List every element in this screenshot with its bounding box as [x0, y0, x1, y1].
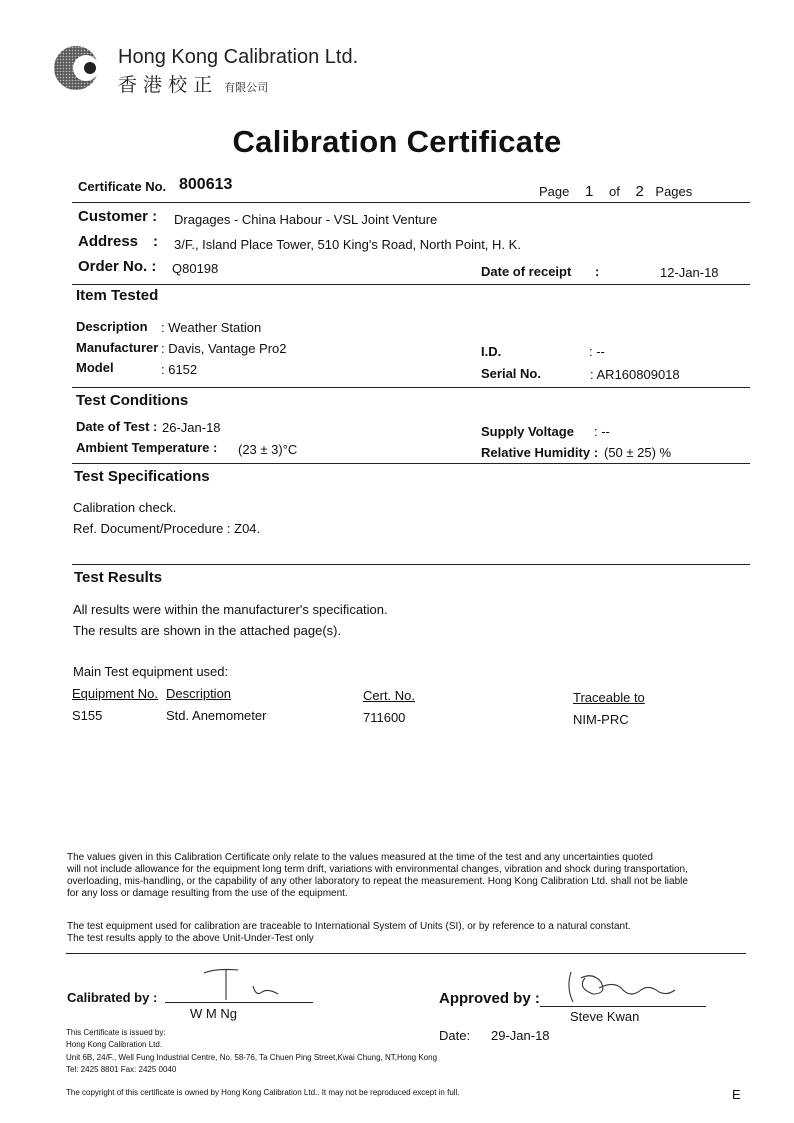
- issuer-line-2: Hong Kong Calibration Ltd.: [66, 1040, 163, 1049]
- divider-test-conditions: [72, 463, 750, 464]
- test-conditions-heading: Test Conditions: [76, 392, 189, 409]
- relative-humidity-label: Relative Humidity :: [481, 445, 599, 460]
- item-tested-heading: Item Tested: [76, 287, 159, 304]
- approval-date-value: 29-Jan-18: [491, 1028, 550, 1043]
- calibrated-by-name: W M Ng: [190, 1006, 237, 1021]
- approved-by-signature-icon: [563, 966, 683, 1008]
- disclaimer-line-4: for any loss or damage resulting from the use of the equipment.: [67, 888, 348, 899]
- date-of-test-value: 26-Jan-18: [162, 420, 221, 435]
- divider-test-specifications: [72, 564, 750, 565]
- corner-mark: E: [732, 1087, 741, 1102]
- divider-signatures: [66, 953, 746, 954]
- supply-voltage-label: Supply Voltage: [481, 424, 574, 439]
- certificate-no-value: 800613: [179, 176, 233, 193]
- calibrated-by-signature-icon: [198, 966, 298, 1006]
- table-cell-description: Std. Anemometer: [166, 708, 267, 723]
- issuer-line-1: This Certificate is issued by:: [66, 1028, 166, 1037]
- serial-no-value: : AR160809018: [590, 367, 680, 382]
- company-name-zh: [118, 70, 268, 97]
- ambient-temperature-label: Ambient Temperature :: [76, 440, 218, 455]
- date-of-test-label: Date of Test :: [76, 419, 158, 434]
- supply-voltage-value: : --: [594, 424, 610, 439]
- copyright-notice: The copyright of this certificate is owned by Hong Kong Calibration Ltd.. It may not be reproduced except in full.: [66, 1088, 460, 1097]
- pages-label: Pages: [655, 184, 693, 199]
- company-logo-icon: [50, 43, 104, 93]
- document-title: Calibration Certificate: [232, 124, 562, 159]
- column-header-cert-no: Cert. No.: [363, 688, 416, 703]
- model-label: Model: [76, 360, 114, 375]
- issuer-line-3: Unit 6B, 24/F., Well Fung Industrial Centre, No. 58-76, Ta Chuen Ping Street,Kwai Chung, NT,Hong Kong: [66, 1053, 438, 1062]
- order-no-value: Q80198: [172, 261, 219, 276]
- divider-item-tested: [72, 387, 750, 388]
- table-cell-traceable-to: NIM-PRC: [573, 712, 629, 727]
- disclaimer-line-1: The values given in this Calibration Certificate only relate to the values measured at the time of the test and any uncertainties quoted: [67, 852, 653, 863]
- page-indicator: [539, 183, 692, 200]
- id-value: : --: [589, 344, 605, 359]
- divider-certificate: [72, 202, 750, 203]
- approval-date-label: Date:: [439, 1028, 471, 1043]
- disclaimer-line-3: overloading, mis-handling, or the capability of any other laboratory to repeat the measurement. Hong Kong Calibration Ltd. shall not be liable: [67, 876, 688, 887]
- description-label: Description: [76, 319, 148, 334]
- description-value: : Weather Station: [161, 320, 262, 335]
- approved-by-label: Approved by :: [439, 990, 540, 1007]
- ambient-temperature-value: (23 ± 3)°C: [238, 442, 298, 457]
- traceability-line-2: The test results apply to the above Unit-Under-Test only: [67, 933, 314, 944]
- order-no-label: Order No. :: [78, 258, 157, 275]
- page-number: 1: [585, 183, 594, 200]
- traceability-line-1: The test equipment used for calibration are traceable to International System of Units (SI), or by reference to a natural constant.: [67, 921, 631, 932]
- date-of-receipt-label: Date of receipt: [481, 264, 572, 279]
- disclaimer-line-2: will not include allowance for the equipment long term drift, variations with environmental changes, vibration and shock during transportation,: [67, 864, 688, 875]
- test-specifications-heading: Test Specifications: [74, 468, 210, 485]
- manufacturer-label: Manufacturer: [76, 340, 159, 355]
- test-results-line1: All results were within the manufacturer's specification.: [73, 602, 388, 617]
- column-header-equipment-no: Equipment No.: [72, 686, 158, 701]
- page-label: Page: [539, 184, 570, 199]
- serial-no-label: Serial No.: [481, 366, 541, 381]
- issuer-line-4: Tel: 2425 8801 Fax: 2425 0040: [66, 1065, 177, 1074]
- table-cell-equipment-no: S155: [72, 708, 103, 723]
- certificate-no-label: Certificate No.: [78, 179, 167, 194]
- test-specifications-line2: Ref. Document/Procedure : Z04.: [73, 521, 261, 536]
- customer-label: Customer :: [78, 208, 158, 225]
- date-of-receipt-colon: :: [595, 264, 600, 279]
- test-results-line2: The results are shown in the attached page(s).: [73, 623, 342, 638]
- table-cell-cert-no: 711600: [363, 710, 406, 725]
- equipment-intro: Main Test equipment used:: [73, 664, 229, 679]
- calibrated-by-label: Calibrated by :: [67, 990, 158, 1005]
- address-label: Address: [78, 233, 139, 250]
- page-total: 2: [635, 183, 644, 200]
- divider-customer: [72, 284, 750, 285]
- model-value: : 6152: [161, 362, 198, 377]
- manufacturer-value: : Davis, Vantage Pro2: [161, 341, 287, 356]
- date-of-receipt-value: 12-Jan-18: [660, 265, 719, 280]
- test-results-heading: Test Results: [74, 569, 163, 586]
- relative-humidity-value: (50 ± 25) %: [604, 445, 672, 460]
- company-name-zh-main: 香 港 校 正: [118, 74, 213, 96]
- address-value: 3/F., Island Place Tower, 510 King's Road, North Point, H. K.: [174, 237, 521, 252]
- column-header-traceable-to: Traceable to: [573, 690, 645, 705]
- page-of: of: [608, 184, 620, 199]
- customer-value: Dragages - China Habour - VSL Joint Venture: [174, 212, 438, 227]
- company-name-zh-suffix: 有限公司: [224, 81, 269, 94]
- id-label: I.D.: [481, 344, 502, 359]
- address-colon: :: [153, 233, 158, 250]
- company-name-en: Hong Kong Calibration Ltd.: [118, 46, 359, 68]
- approved-by-name: Steve Kwan: [570, 1009, 640, 1024]
- test-specifications-line1: Calibration check.: [73, 500, 177, 515]
- column-header-description: Description: [166, 686, 232, 701]
